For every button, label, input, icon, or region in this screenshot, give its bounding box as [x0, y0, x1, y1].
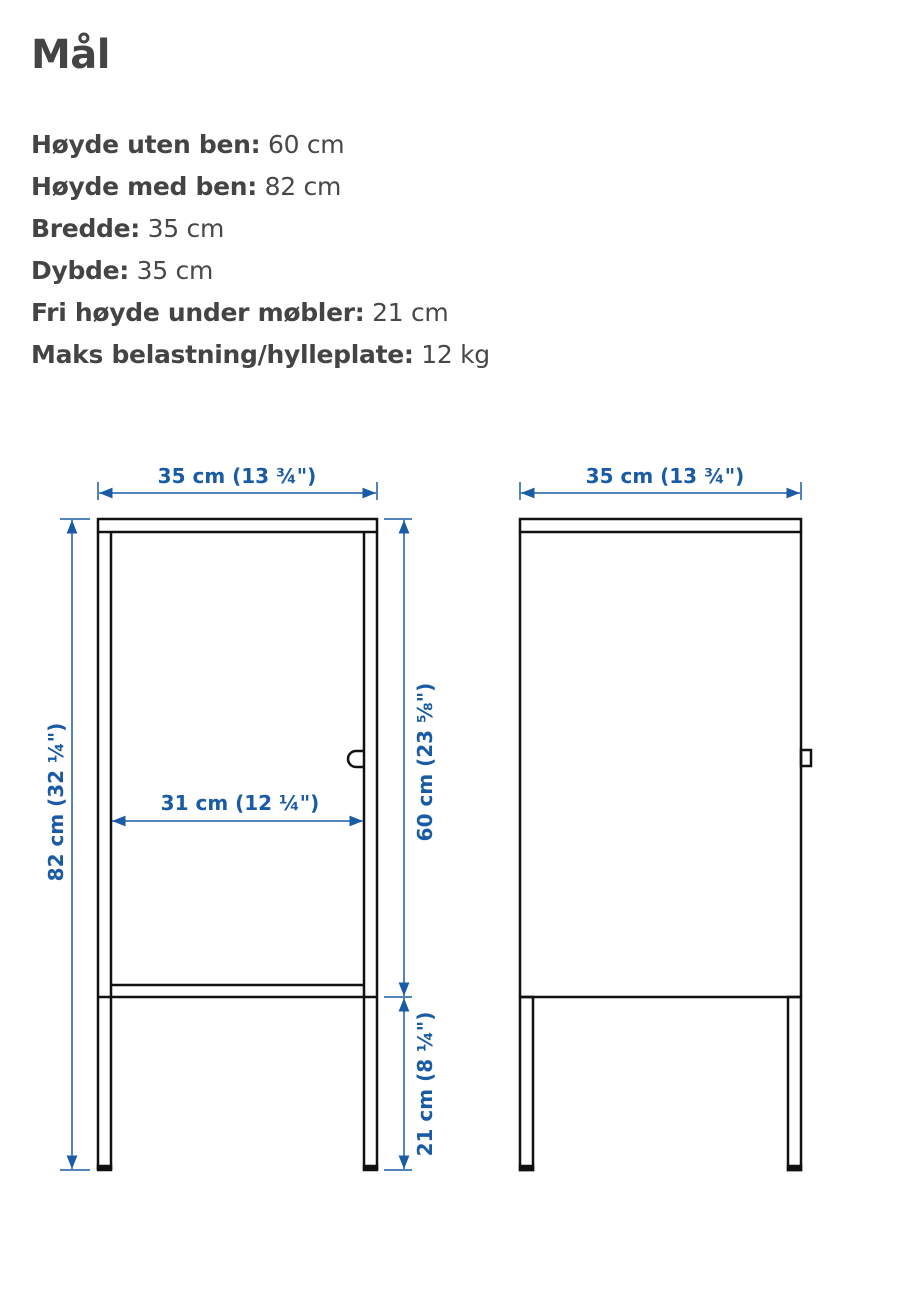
door-handle	[348, 751, 364, 767]
spec-label: Fri høyde under møbler:	[31, 298, 365, 327]
side-left-foot	[520, 1166, 533, 1170]
spec-max-load-per-shelf	[31, 334, 490, 376]
spec-label: Høyde med ben:	[31, 172, 258, 201]
spec-value: 35 cm	[136, 256, 214, 285]
side-right-leg	[788, 997, 801, 1170]
side-handle	[801, 750, 811, 766]
side-view-drawing	[520, 519, 811, 1170]
spec-width	[31, 208, 490, 250]
spec-label: Høyde uten ben:	[31, 130, 261, 159]
side-right-foot	[788, 1166, 801, 1170]
side-depth-label: 35 cm (13 ¾")	[585, 464, 745, 488]
spec-depth	[31, 250, 490, 292]
side-left-leg	[520, 997, 533, 1170]
page-title: Mål	[31, 32, 111, 78]
spec-label: Dybde:	[31, 256, 129, 285]
spec-value: 60 cm	[267, 130, 345, 159]
spec-value: 82 cm	[264, 172, 342, 201]
front-inner-width-label: 31 cm (12 ¼")	[160, 791, 320, 815]
dimension-specs-list	[31, 124, 490, 376]
right-foot	[364, 1166, 377, 1170]
front-leg-height-label: 21 cm (8 ¼")	[413, 1011, 437, 1157]
spec-height-without-legs	[31, 124, 490, 166]
spec-label: Maks belastning/hylleplate:	[31, 340, 414, 369]
spec-label: Bredde:	[31, 214, 140, 243]
front-body-height-label: 60 cm (23 ⅝")	[413, 682, 437, 842]
front-dimensions	[60, 482, 412, 1170]
spec-value: 21 cm	[372, 298, 449, 327]
dimension-diagram	[0, 440, 902, 1200]
side-top-panel	[520, 519, 801, 532]
spec-value: 12 kg	[421, 340, 490, 369]
spec-free-height-under	[31, 292, 490, 334]
front-total-height-label: 82 cm (32 ¼")	[44, 722, 68, 882]
spec-height-with-legs	[31, 166, 490, 208]
front-width-label: 35 cm (13 ¾")	[157, 464, 317, 488]
front-view-drawing	[98, 519, 377, 1170]
spec-value: 35 cm	[147, 214, 224, 243]
left-foot	[98, 1166, 111, 1170]
top-panel	[98, 519, 377, 532]
